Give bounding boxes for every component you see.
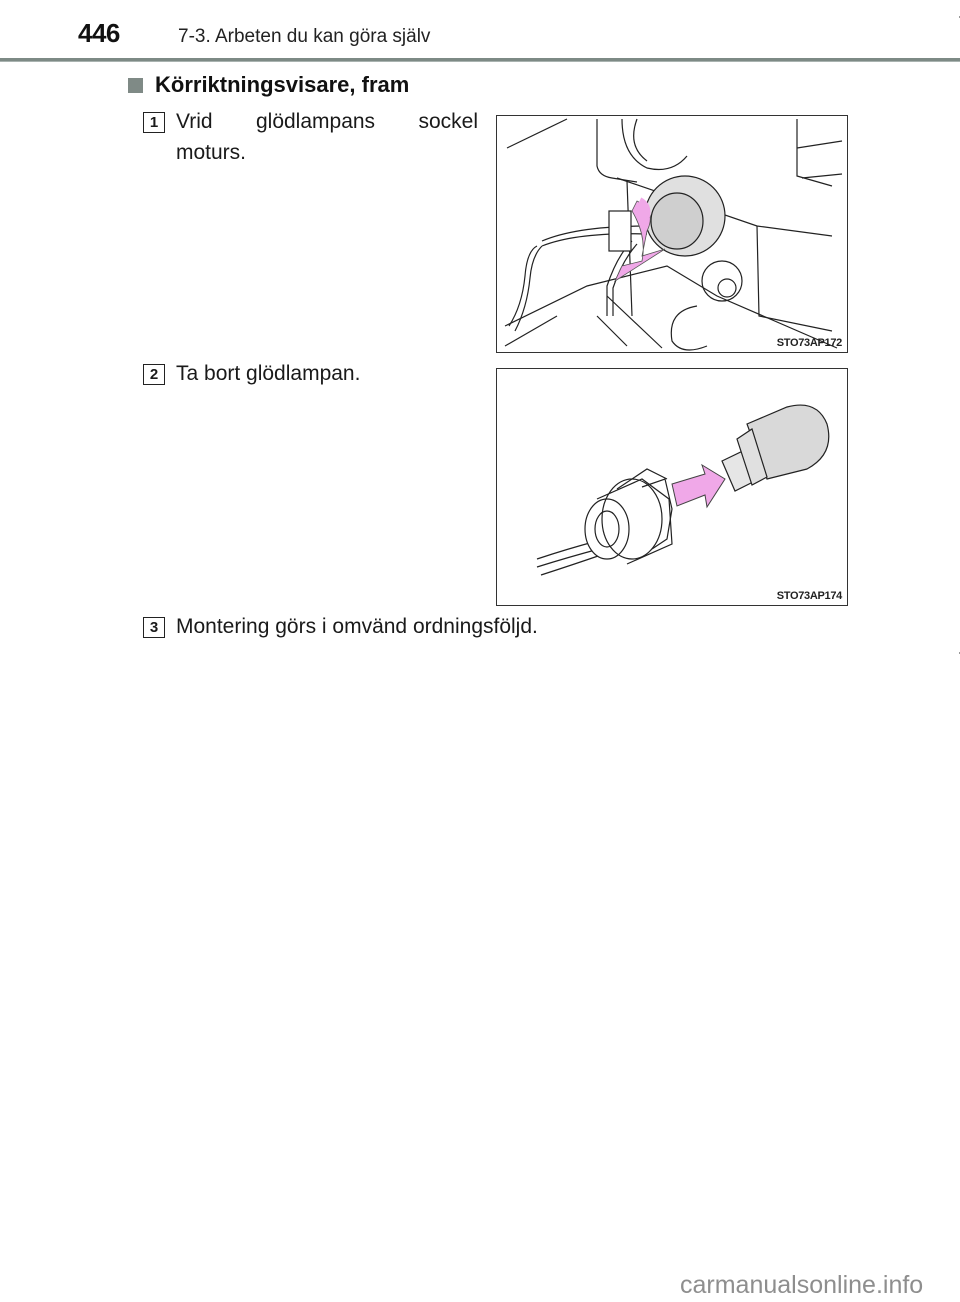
step-2 [143, 363, 360, 389]
figure-code: STO73AP172 [776, 337, 842, 349]
step-text: Vrid glödlampans sockel moturs. [176, 110, 478, 164]
watermark: carmanualsonline.info [680, 1271, 924, 1299]
socket-turn-illustration [497, 116, 847, 352]
page-number: 446 [78, 18, 120, 48]
step-1 [143, 111, 478, 168]
bulb-removal-illustration [497, 369, 847, 605]
step-3 [143, 616, 538, 642]
header-rule [0, 58, 960, 62]
figure-remove-bulb [496, 368, 848, 606]
step-text: Montering görs i omvänd ordningsföljd. [176, 615, 538, 638]
step-number-box: 3 [143, 617, 165, 638]
step-number-box: 1 [143, 112, 165, 133]
figure-code: STO73AP174 [776, 590, 842, 602]
section-title: Körriktningsvisare, fram [155, 72, 410, 97]
square-bullet-icon [128, 78, 143, 93]
figure-turn-socket [496, 115, 848, 353]
chapter-title: 7-3. Arbeten du kan göra själv [178, 26, 431, 47]
step-number-box: 2 [143, 364, 165, 385]
section-heading [128, 72, 409, 98]
step-text: Ta bort glödlampan. [176, 362, 361, 385]
